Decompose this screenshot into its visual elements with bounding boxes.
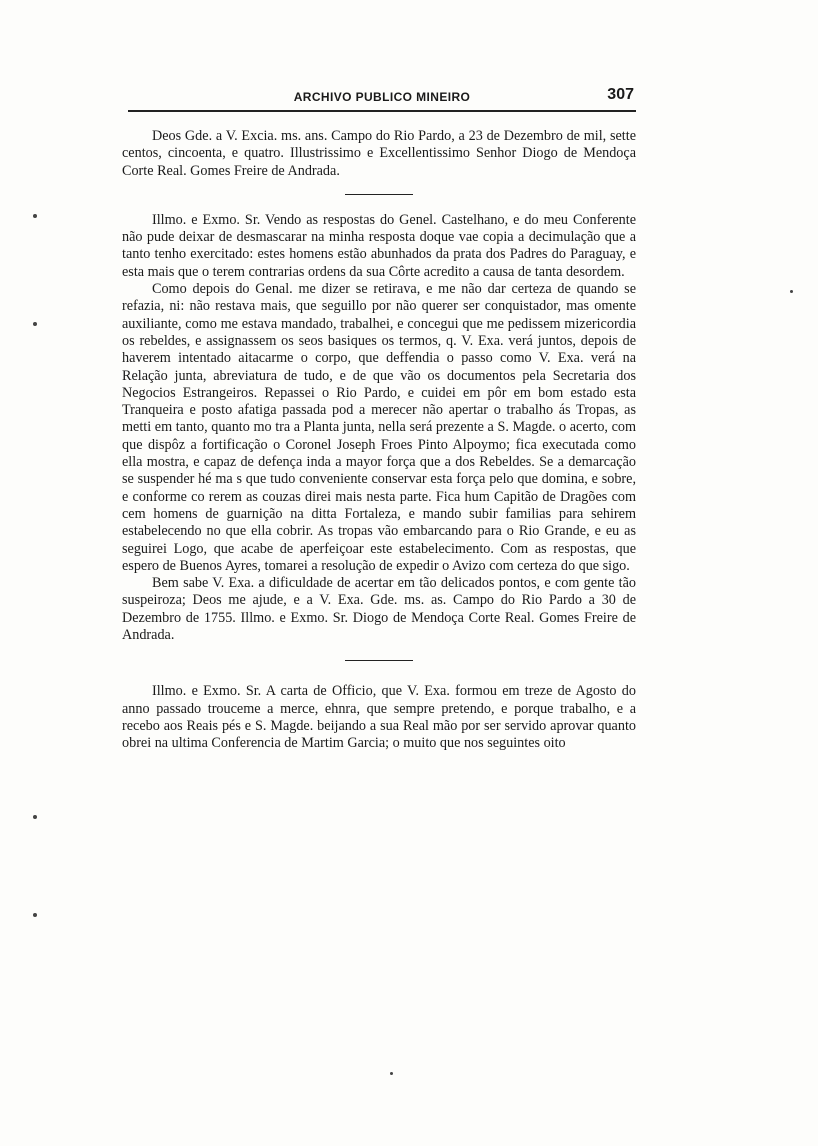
paragraph-closing-1754: Deos Gde. a V. Excia. ms. ans. Campo do Rio Pardo, a 23 de Dezembro de mil, sette centos, cincoenta, e quatro. Illustrissimo e Excellentissimo Senhor Diogo de Mendoça Corte Real. Gomes Freire de Andrada. (122, 128, 636, 179)
paragraph-letter-opening: Illmo. e Exmo. Sr. Vendo as respostas do Genel. Castelhano, e do meu Conferente não pude deixar de desmascarar na minha resposta doque vae copia a decimulação que a tanto tenho exercitado: estes homens estão abunhados da prata dos Padres do Paraguay, e esta mais que o terem contrarias ordens da sua Côrte acredito a causa de tanta desordem. (122, 211, 636, 280)
page-header (128, 88, 636, 112)
page-number: 307 (607, 86, 634, 103)
running-title: ARCHIVO PUBLICO MINEIRO (293, 90, 471, 104)
scan-speck (33, 913, 37, 917)
scan-speck (33, 815, 37, 819)
section-divider (345, 660, 413, 661)
paragraph-closing-1755: Bem sabe V. Exa. a dificuldade de acertar em tão delicados pontos, e com gente tão suspeiroza; Deos me ajude, e a V. Exa. Gde. ms. as. Campo do Rio Pardo a 30 de Dezembro de 1755. Illmo. e Exmo. Sr. Diogo de Mendoça Corte Real. Gomes Freire de Andrada. (122, 575, 636, 644)
scan-speck (390, 1072, 393, 1075)
paragraph-letter-body: Como depois do Genal. me dizer se retirava, e me não dar certeza de quando se refazia, ni: não restava mais, que seguillo por não querer ser conquistador, mas omente auxiliante, como me estava mandado, trabalhei, e concegui que me pedissem mizericordia os rebeldes, e assignassem os seos basiques os termos, q. V. Exa. verá juntos, depois de haverem intentado aitacarme o corpo, que deffendia o passo como V. Exa. verá na Relação junta, abreviatura de tudo, e de que vão os documentos pela Secretaria dos Negocios Estrangeiros. Repassei o Rio Pardo, e cuidei em pôr em bom estado esta Tranqueira e posto afatiga passada pod a merecer não apertar o trabalho ás Tropas, as metti em tanto, quanto mo tra a Planta junta, nella será prezente a S. Magde. o acerto, com que dispôz a fortificação o Coronel Joseph Froes Pinto Alpoymo; fica executada como ella mostra, e capaz de defença inda a mayor força que a dos Rebeldes. Se a demarcação se suspender hé ma s que tudo conveniente conservar esta força pelo que domina, e sobre, e conforme co rerem as couzas direi mais nesta parte. Fica hum Capitão de Dragões com cem homens de guarnição na ditta Fortaleza, e mando subir familias para sehirem estabelecendo no que ella cobrir. As tropas vão embarcando para o Rio Grande, e eu as seguirei Logo, que acabe de aperfeiçoar este estabelecimento. Com as respostas, que espero de Buenos Ayres, tomarei a resolução de expedir o Avizo com certeza do que sigo. (122, 281, 636, 574)
scan-speck (33, 322, 37, 326)
scan-speck (790, 290, 793, 293)
paragraph-next-letter: Illmo. e Exmo. Sr. A carta de Officio, que V. Exa. formou em treze de Agosto do anno passado trouceme a merce, ehnra, que sempre pretendo, e porque trabalho, e a recebo aos Reais pés e S. Magde. beijando a sua Real mão por ser servido aprovar quanto obrei na ultima Conferencia de Martim Garcia; o muito que nos seguintes oito (122, 683, 636, 752)
body-text (122, 128, 636, 753)
section-divider (345, 194, 413, 195)
scan-speck (33, 214, 37, 218)
